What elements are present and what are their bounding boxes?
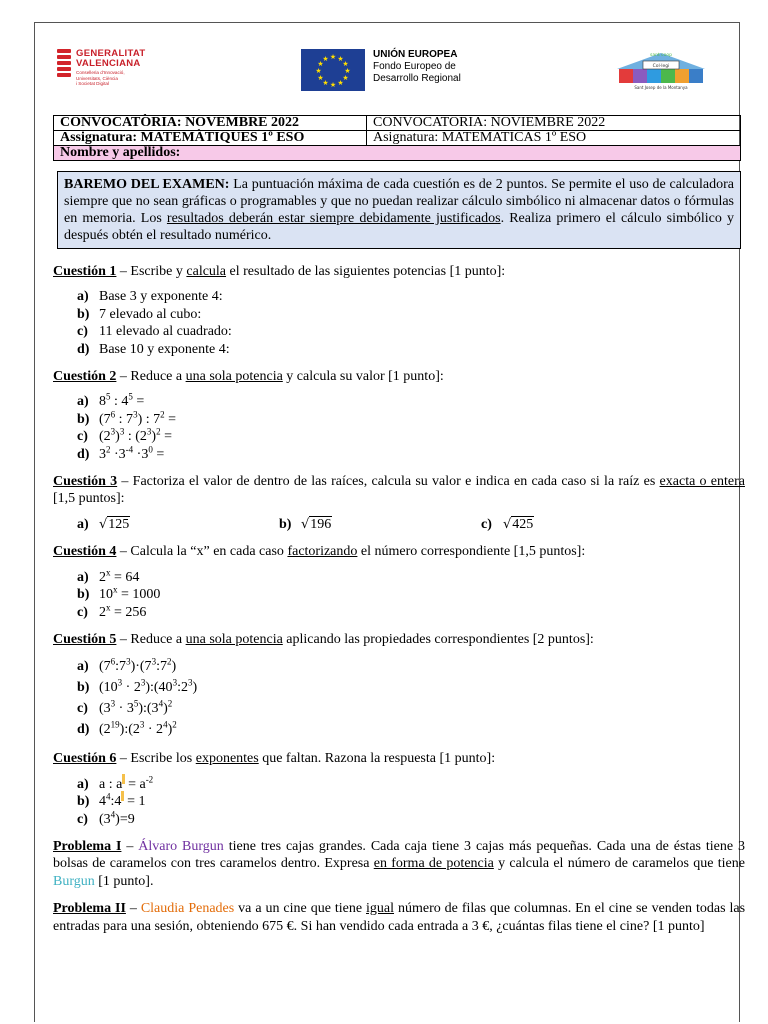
school-building-icon bbox=[613, 47, 709, 91]
item-label: c) bbox=[77, 429, 88, 445]
item-label: a) bbox=[77, 394, 89, 410]
svg-text:★: ★ bbox=[322, 55, 329, 63]
expression: $2^x = 64$ bbox=[99, 567, 140, 585]
problem-1-underlined: en forma de potencia bbox=[373, 856, 494, 872]
question-4-underlined: factorizando bbox=[287, 544, 358, 560]
item-label: b) bbox=[77, 411, 90, 427]
question-4-text-b: el número correspondiente [1,5 puntos]: bbox=[357, 544, 586, 560]
item-text: Base 10 y exponente 4: bbox=[99, 341, 230, 357]
baremo-title: BAREMO DEL EXAMEN: bbox=[64, 177, 230, 192]
problem-2-dash: – bbox=[125, 901, 141, 917]
baremo-text-a: La puntuación máxima de cada cuestión es de 2 puntos. Se permite el uso de calculadora siempre que no sean gráficas o programables y que no puedan realizar cálculo simbólico ni almacenar datos o fórmulas en memoria. Los bbox=[64, 177, 734, 226]
assignatura-val: Assignatura: MATEMÀTIQUES 1º ESO bbox=[54, 131, 367, 146]
radicand: 125 bbox=[108, 516, 130, 532]
question-2 bbox=[53, 368, 745, 385]
question-6-text-b: que faltan. Razona la respuesta [1 punto]: bbox=[258, 751, 496, 767]
item-label: c) bbox=[77, 701, 88, 717]
list-item bbox=[77, 428, 745, 445]
svg-text:★: ★ bbox=[322, 79, 329, 87]
problem-2-text-b: número de filas que columnas. En el cine se venden todas las entradas para una sesión, obteniendo 675 €. Si han vendido cada entrada a 3 €, ¿cuántas filas tiene el cine? [1 punto] bbox=[53, 901, 746, 934]
question-3-underlined: exacta o entera bbox=[659, 474, 745, 490]
expression: a : $a = a^{-2}$ bbox=[99, 774, 154, 792]
svg-text:★: ★ bbox=[317, 74, 324, 82]
problem-1-text-a: tiene tres cajas grandes. Cada caja tiene 3 cajas más pequeñas. Cada una de éstas tiene 3 bolsas de caramelos con tres caramelos dentro. Expresa bbox=[53, 838, 746, 872]
list-item bbox=[279, 516, 481, 533]
problem-2-name: Claudia Penades bbox=[140, 901, 235, 917]
item-label: c) bbox=[481, 516, 492, 532]
school-mid-text: Col·legi bbox=[652, 64, 670, 69]
item-label: a) bbox=[77, 659, 89, 675]
sqrt-icon: √196 bbox=[301, 516, 332, 532]
svg-text:★: ★ bbox=[337, 79, 344, 87]
list-item bbox=[77, 776, 745, 793]
question-2-underlined: una sola potencia bbox=[185, 369, 283, 385]
item-label: c) bbox=[77, 604, 88, 620]
problem-1-title: Problema I bbox=[53, 838, 122, 854]
question-6-underlined: exponentes bbox=[195, 751, 259, 767]
item-label: c) bbox=[77, 811, 88, 827]
baremo-underlined: resultados deberán estar siempre debidamente justificados bbox=[166, 211, 501, 226]
item-label: d) bbox=[77, 446, 90, 462]
svg-text:★: ★ bbox=[337, 55, 344, 63]
list-item bbox=[77, 306, 745, 323]
svg-text:★: ★ bbox=[344, 67, 351, 75]
generalitat-title-1: GENERALITAT bbox=[76, 48, 146, 59]
question-3-title: Cuestión 3 bbox=[53, 474, 118, 490]
expression: $4^4:4 = 1$ bbox=[99, 791, 146, 810]
asignatura-es: Asignatura: MATEMATICAS 1º ESO bbox=[367, 131, 741, 146]
expression: ($10^3$ · $2^3):(40^3:2^3)$ bbox=[99, 677, 198, 696]
question-1-text-a: – Escribe y bbox=[116, 264, 187, 279]
radicand: 425 bbox=[512, 516, 534, 532]
problem-1 bbox=[53, 838, 745, 890]
school-name-text: Sant Josep de la Montanya bbox=[634, 85, 688, 90]
list-item bbox=[77, 516, 279, 533]
item-label: a) bbox=[77, 776, 89, 792]
svg-text:★: ★ bbox=[317, 60, 324, 68]
list-item bbox=[77, 719, 745, 740]
expression: $(7^6:7^3)\cdot(7^3:7^2)$ bbox=[99, 656, 177, 675]
eu-title: UNIÓN EUROPEA bbox=[373, 49, 458, 60]
generalitat-sub-1: Conselleria d'Innovació, bbox=[76, 70, 125, 75]
question-4 bbox=[53, 543, 745, 560]
list-item bbox=[77, 288, 745, 305]
question-1-items bbox=[53, 288, 745, 358]
exam-content bbox=[53, 263, 745, 935]
expression: $10^x = 1000$ bbox=[99, 584, 161, 603]
expression: $(2^3)^3$ : $(2^3)^2$ = bbox=[99, 426, 172, 445]
question-2-text-b: y calcula su valor [1 punto]: bbox=[282, 369, 444, 385]
question-5-items bbox=[53, 656, 745, 740]
list-item bbox=[77, 586, 745, 603]
question-4-text-a: – Calcula la “x” en cada caso bbox=[116, 544, 288, 560]
expression: ($3^3$ · $3^5):(3^4)^2$ bbox=[99, 698, 173, 717]
question-5-text-a: – Reduce a bbox=[116, 631, 186, 647]
expression: $(2^{19}):(2^3 \cdot 2^4)^2$ bbox=[99, 719, 177, 738]
item-text: Base 3 y exponente 4: bbox=[99, 289, 223, 305]
convocatoria-val: CONVOCATÒRIA: NOVEMBRE 2022 bbox=[54, 116, 367, 131]
item-label: b) bbox=[77, 794, 90, 810]
item-label: a) bbox=[77, 569, 89, 585]
svg-text:★: ★ bbox=[329, 81, 337, 89]
item-label: b) bbox=[77, 680, 90, 696]
problem-2-text-a: va a un cine que tiene bbox=[234, 901, 367, 917]
question-2-text-a: – Reduce a bbox=[116, 369, 186, 385]
list-item bbox=[77, 601, 745, 621]
question-3 bbox=[53, 473, 745, 508]
convocatoria-es: CONVOCATORIA: NOVIEMBRE 2022 bbox=[367, 116, 741, 131]
baremo-box bbox=[57, 171, 741, 249]
list-item bbox=[77, 569, 745, 586]
problem-1-text-b: y calcula el número de caramelos que tiene bbox=[493, 856, 745, 872]
eu-logo bbox=[301, 49, 461, 91]
problem-1-dash: – bbox=[121, 838, 139, 854]
list-item bbox=[77, 656, 745, 677]
item-label: b) bbox=[279, 516, 292, 532]
question-6-text-a: – Escribe los bbox=[116, 751, 196, 767]
question-4-items bbox=[53, 569, 745, 621]
question-1-title: Cuestión 1 bbox=[53, 264, 117, 279]
expression: $3^2 \cdot 3^{-4} \cdot 3^0$ = bbox=[99, 444, 165, 462]
list-item bbox=[77, 411, 745, 428]
list-item bbox=[77, 808, 745, 828]
generalitat-title-2: VALENCIANA bbox=[76, 57, 141, 69]
list-item bbox=[77, 446, 745, 463]
blank-exponent[interactable] bbox=[121, 791, 123, 801]
item-label: d) bbox=[77, 341, 90, 357]
name-field[interactable]: Nombre y apellidos: bbox=[54, 146, 741, 161]
svg-text:★: ★ bbox=[315, 67, 322, 75]
question-6-title: Cuestión 6 bbox=[53, 751, 117, 767]
expression: $8^5$ : $4^5$ = bbox=[99, 391, 145, 410]
school-top-text: sant coop bbox=[650, 53, 672, 58]
item-label: c) bbox=[77, 324, 88, 340]
list-item bbox=[77, 793, 745, 810]
item-label: d) bbox=[77, 722, 90, 738]
generalitat-logo bbox=[57, 49, 145, 87]
problem-1-name-2: Burgun bbox=[53, 873, 95, 889]
question-3-items bbox=[77, 516, 745, 533]
generalitat-sub-2: Universitats, Ciència bbox=[76, 75, 118, 81]
item-text: 11 elevado al cuadrado: bbox=[99, 324, 232, 340]
eu-flag-icon bbox=[301, 49, 365, 91]
question-5-title: Cuestión 5 bbox=[53, 631, 117, 647]
problem-1-text-c: [1 punto]. bbox=[94, 873, 154, 889]
item-label: b) bbox=[77, 306, 90, 322]
list-item bbox=[77, 341, 745, 358]
list-item bbox=[77, 698, 745, 719]
question-1 bbox=[53, 263, 745, 280]
svg-text:★: ★ bbox=[329, 53, 337, 61]
question-4-title: Cuestión 4 bbox=[53, 544, 117, 560]
exam-header-table bbox=[53, 115, 741, 161]
item-text: 7 elevado al cubo: bbox=[99, 306, 202, 322]
expression: $2^x = 256$ bbox=[99, 601, 147, 620]
generalitat-sub-3: i Societat Digital bbox=[76, 81, 109, 86]
question-6-items bbox=[53, 776, 745, 828]
problem-2 bbox=[53, 900, 745, 935]
list-item bbox=[77, 323, 745, 340]
list-item bbox=[77, 677, 745, 698]
baremo-text-b: . Realiza primero el cálculo simbólico y después obtén el resultado numérico. bbox=[64, 211, 734, 243]
question-2-title: Cuestión 2 bbox=[53, 369, 117, 385]
radicand: 196 bbox=[310, 516, 332, 532]
question-5-text-b: aplicando las propiedades correspondientes [2 puntos]: bbox=[282, 631, 594, 647]
question-1-text-b: el resultado de las siguientes potencias [1 punto]: bbox=[226, 264, 506, 279]
question-5-underlined: una sola potencia bbox=[185, 631, 283, 647]
item-label: a) bbox=[77, 516, 89, 532]
expression: $(3^4)=9$ bbox=[99, 808, 135, 827]
logo-bar bbox=[35, 23, 739, 113]
svg-text:★: ★ bbox=[342, 60, 349, 68]
item-label: a) bbox=[77, 289, 89, 305]
sqrt-icon: √125 bbox=[99, 516, 130, 532]
sqrt-icon: √425 bbox=[503, 516, 534, 532]
question-3-text-a: – Factoriza el valor de dentro de las raíces, calcula su valor e indica en cada caso si la raíz es bbox=[117, 474, 660, 490]
blank-exponent[interactable] bbox=[122, 774, 124, 784]
list-item bbox=[77, 393, 745, 410]
eu-sub-1: Fondo Europeo de bbox=[373, 61, 456, 72]
svg-text:★: ★ bbox=[342, 74, 349, 82]
problem-2-title: Problema II bbox=[53, 901, 126, 917]
problem-2-underlined: igual bbox=[366, 901, 395, 917]
generalitat-emblem-icon bbox=[57, 49, 71, 79]
question-5 bbox=[53, 631, 745, 648]
page-frame bbox=[34, 22, 746, 1022]
question-1-underlined: calcula bbox=[186, 264, 227, 279]
question-2-items bbox=[53, 393, 745, 463]
item-label: b) bbox=[77, 587, 90, 603]
eu-sub-2: Desarrollo Regional bbox=[373, 73, 461, 84]
list-item bbox=[481, 516, 683, 533]
expression: ($7^6$ : $7^3$) : $7^2$ = bbox=[99, 409, 177, 427]
problem-1-name-1: Álvaro Burgun bbox=[138, 838, 224, 854]
school-logo bbox=[613, 47, 709, 91]
question-3-text-b: [1,5 puntos]: bbox=[53, 491, 125, 507]
question-6 bbox=[53, 750, 745, 767]
